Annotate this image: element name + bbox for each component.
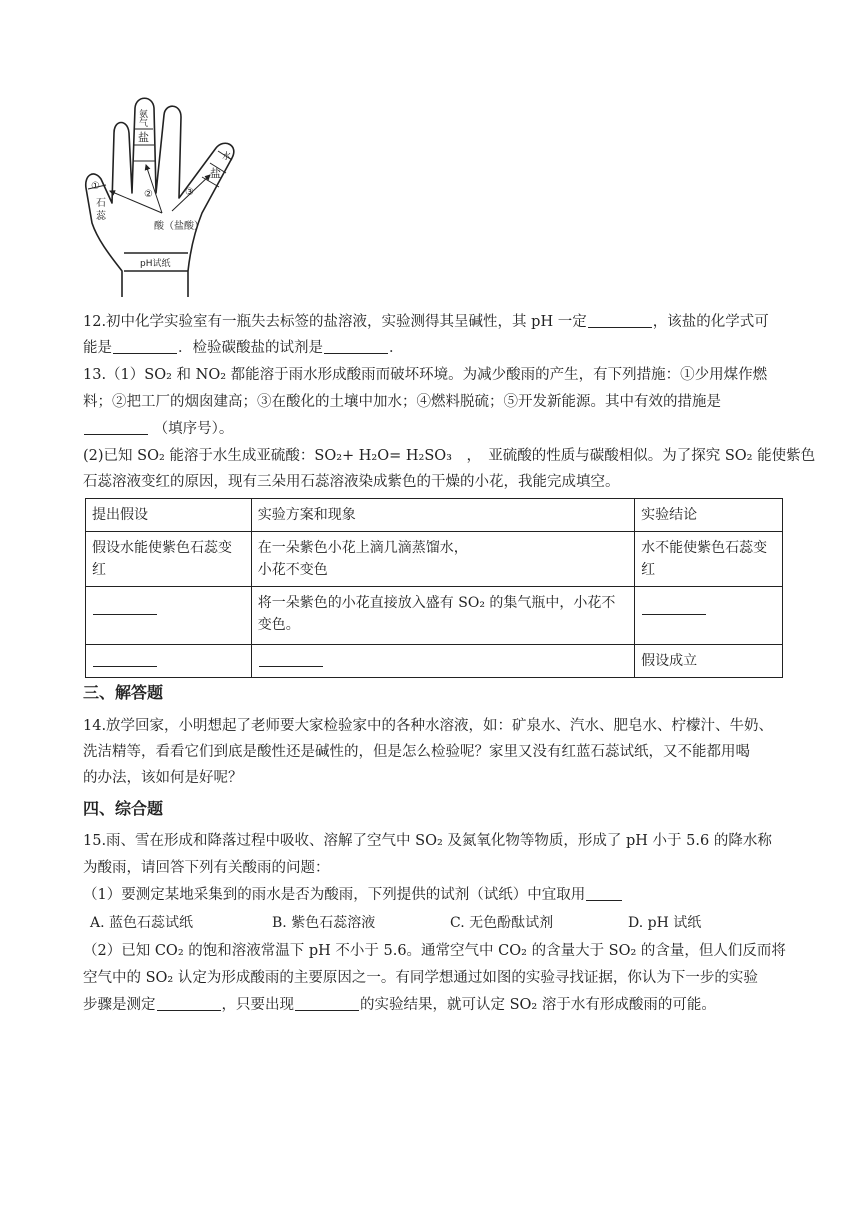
option-b[interactable]: B. 紫色石蕊溶液 — [272, 915, 376, 931]
answer-blank[interactable] — [642, 600, 706, 615]
q15-line6: 步骤是测定 ，只要出现 的实验结果，就可认定 SO₂ 溶于水有形成酸雨的可能。 — [83, 997, 716, 1013]
option-c[interactable]: C. 无色酚酞试剂 — [450, 915, 554, 931]
table-cell — [251, 645, 634, 678]
table-row — [86, 645, 783, 678]
q15-line3: （1）要测定某地采集到的雨水是否为酸雨，下列提供的试剂（试纸）中宜取用 — [83, 884, 783, 906]
q15-line5: 空气中的 SO₂ 认定为形成酸雨的主要原因之一。有同学想通过如图的实验寻找证据，你认为下一步的实验 — [83, 970, 758, 986]
label-ammonia-1: 氨 — [139, 110, 149, 120]
table-header: 提出假设 — [86, 499, 252, 532]
table-row — [86, 587, 783, 645]
q14-line3: 的办法，该如何是好呢？ — [83, 770, 243, 786]
table-row — [86, 532, 783, 587]
q13-line3: （填序号）。 — [83, 418, 783, 440]
q13-line1: 13.（1）SO₂ 和 NO₂ 都能溶于雨水形成酸雨而破坏环境。为减少酸雨的产生，有下列措施：①少用煤作燃 — [83, 367, 768, 383]
table-cell: 假设水能使紫色石蕊变红 — [86, 532, 252, 587]
table-cell — [635, 587, 783, 645]
answer-blank[interactable] — [588, 313, 652, 328]
answer-blank[interactable] — [295, 996, 359, 1011]
experiment-table — [85, 498, 783, 678]
answer-blank[interactable] — [113, 339, 177, 354]
answer-blank[interactable] — [93, 652, 157, 667]
q13-line2: 料；②把工厂的烟囱建高；③在酸化的土壤中加水；④燃料脱硫；⑤开发新能源。其中有效的措施是 — [83, 394, 721, 410]
answer-blank[interactable] — [84, 420, 148, 435]
label-ph-paper: pH试纸 — [140, 259, 171, 269]
label-litmus-2: 蕊 — [96, 211, 106, 222]
table-cell: 将一朵紫色的小花直接放入盛有 SO₂ 的集气瓶中，小花不变色。 — [251, 587, 634, 645]
q13-line5: 石蕊溶液变红的原因，现有三朵用石蕊溶液染成紫色的干燥的小花，我能完成填空。 — [83, 474, 620, 490]
table-header: 实验方案和现象 — [251, 499, 634, 532]
table-header: 实验结论 — [635, 499, 783, 532]
label-salt-left: 盐 — [138, 131, 149, 144]
table-cell — [86, 587, 252, 645]
answer-blank[interactable] — [259, 652, 323, 667]
q14-line2: 洗洁精等，看看它们到底是酸性还是碱性的，但是怎么检验呢？家里又没有红蓝石蕊试纸，又不能都用喝 — [83, 744, 750, 760]
label-acid: 酸（盐酸） — [154, 221, 204, 232]
answer-blank[interactable] — [324, 339, 388, 354]
table-cell: 水不能使紫色石蕊变红 — [635, 532, 783, 587]
answer-blank[interactable] — [586, 886, 622, 901]
label-num2: ② — [144, 189, 153, 200]
table-cell: 在一朵紫色小花上滴几滴蒸馏水， 小花不变色 — [251, 532, 634, 587]
section-heading-3: 三、解答题 — [83, 683, 164, 702]
q15-line4: （2）已知 CO₂ 的饱和溶液常温下 pH 不小于 5.6。通常空气中 CO₂ 的含量大于 SO₂ 的含量，但人们反而将 — [83, 943, 786, 959]
q12-line1: 12.初中化学实验室有一瓶失去标签的盐溶液，实验测得其呈碱性，其 pH 一定 ，该盐的化学式可 — [83, 314, 769, 330]
label-salt-right: 盐 — [210, 167, 221, 180]
table-cell: 假设成立 — [635, 645, 783, 678]
table-cell — [86, 645, 252, 678]
hand-diagram — [82, 93, 242, 298]
label-ammonia-2: 气 — [139, 119, 149, 129]
option-a[interactable]: A. 蓝色石蕊试纸 — [90, 915, 194, 931]
table-header-row — [86, 499, 783, 532]
section-heading-4: 四、综合题 — [83, 799, 164, 818]
answer-blank[interactable] — [93, 600, 157, 615]
label-water: 水 — [222, 152, 232, 162]
q12-line2: 能是 ．检验碳酸盐的试剂是 ． — [83, 340, 404, 356]
label-num3: ③ — [185, 187, 194, 198]
label-litmus-1: 石 — [96, 198, 106, 209]
answer-blank[interactable] — [157, 996, 221, 1011]
label-num1: ① — [91, 181, 100, 192]
q15-line2: 为酸雨，请回答下列有关酸雨的问题： — [83, 860, 330, 876]
q13-line4: (2)已知 SO₂ 能溶于水生成亚硫酸：SO₂+ H₂O= H₂SO₃ ， 亚硫酸的性质与碳酸相似。为了探究 SO₂ 能使紫色 — [83, 448, 816, 464]
option-d[interactable]: D. pH 试纸 — [628, 915, 702, 931]
q15-line1: 15.雨、雪在形成和降落过程中吸收、溶解了空气中 SO₂ 及氮氧化物等物质，形成了 pH 小于 5.6 的降水称 — [83, 833, 772, 849]
q14-line1: 14.放学回家，小明想起了老师要大家检验家中的各种水溶液，如：矿泉水、汽水、肥皂水、柠檬汁、牛奶、 — [83, 718, 774, 734]
